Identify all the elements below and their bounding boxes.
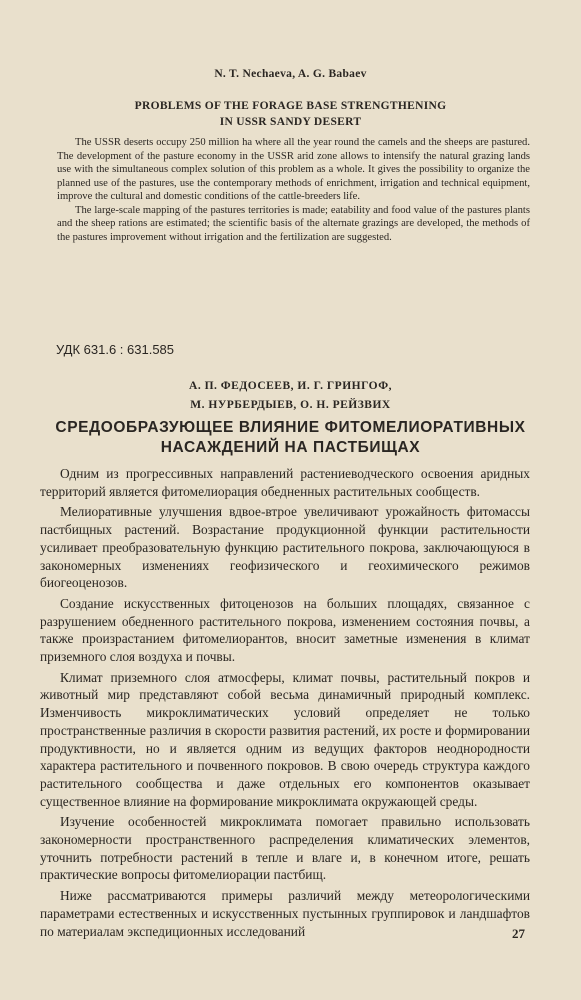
russian-title-line-2: НАСАЖДЕНИЙ НА ПАСТБИЩАХ (160, 439, 421, 456)
body-paragraph: Одним из прогрессивных направлений растениеводческого освоения аридных территорий является фитомелиорация обедненных растительных сообществ. (40, 466, 530, 499)
russian-title (0, 418, 581, 458)
udk-code: УДК 631.6 : 631.585 (56, 342, 175, 357)
article-body (40, 465, 530, 943)
english-title-line-2: IN USSR SANDY DESERT (219, 116, 362, 128)
english-authors: N. T. Nechaeva, A. G. Babaev (214, 68, 367, 80)
body-paragraph: Мелиоративные улучшения вдвое-втрое увеличивают урожайность фитомассы пастбищных растений. Возрастание продукционной функции растительности усиливает преобразовательную функцию растительного покрова, заключающуюся в закономерных изменениях геофизического и геохимического режимов биогеоценозов. (40, 504, 530, 591)
english-title-line-1: PROBLEMS OF THE FORAGE BASE STRENGTHENING (134, 100, 447, 112)
russian-authors (0, 377, 581, 415)
english-abstract (57, 136, 530, 244)
russian-authors-line-2: М. НУРБЕРДЫЕВ, О. Н. РЕЙЗВИХ (190, 399, 391, 411)
body-paragraph: Изучение особенностей микроклимата помогает правильно использовать закономерности пространственного распределения климатических элементов, уточнить потребности растений в тепле и влаге и, в конечном итоге, решать практические вопросы фитомелиорации пастбищ. (40, 814, 530, 883)
abstract-paragraph: The USSR deserts occupy 250 million ha where all the year round the camels and the sheeps are pastured. The development of the pasture economy in the USSR arid zone allows to intensify the natural grazing lands use with the simultaneous complex solution of this problem as a whole. It gives the possibility to organize the planned use of the pastures, use the contemporary methods of enrichment, irrigation and technical equipment, improve the cultural and domestic conditions of the cattle-breeders life. (57, 137, 530, 202)
russian-authors-line-1: А. П. ФЕДОСЕЕВ, И. Г. ГРИНГОФ, (189, 380, 392, 392)
body-paragraph: Создание искусственных фитоценозов на больших площадях, связанное с разрушением обедненного растительного покрова, изменением состояния почвы, а также произрастанием фитомелиорантов, вносит заметные изменения в климат приземного слоя воздуха и почвы. (40, 595, 530, 665)
russian-title-line-1: СРЕДООБРАЗУЮЩЕЕ ВЛИЯНИЕ ФИТОМЕЛИОРАТИВНЫХ (55, 419, 526, 436)
abstract-paragraph: The large-scale mapping of the pastures territories is made; eatability and food value of the pastures plants and the sheep rations are estimated; the scientific basis of the alternate grazings are developed, the methods of the pastures improvement without irrigation and the fertilization are suggested. (57, 204, 530, 243)
body-paragraph: Ниже рассматриваются примеры различий между метеорологическими параметрами естественных и искусственных пустынных группировок и ландшафтов по материалам экспедиционных исследований (40, 888, 530, 939)
english-title (0, 98, 581, 130)
body-paragraph: Климат приземного слоя атмосферы, климат почвы, растительный покров и животный мир представляют собой весьма динамичный природный комплекс. Изменчивость микроклиматических условий определяет не только пространственные различия в скорости развития растений, их росте и формировании продуктивности, но и является одним из ведущих факторов неоднородности характера растительного и почвенного покровов. В свою очередь структура каждого растительного сообщества и даже отдельных его компонентов оказывает существенное влияние на формирование микроклимата окружающей среды. (40, 669, 530, 809)
page-number: 27 (512, 926, 525, 941)
